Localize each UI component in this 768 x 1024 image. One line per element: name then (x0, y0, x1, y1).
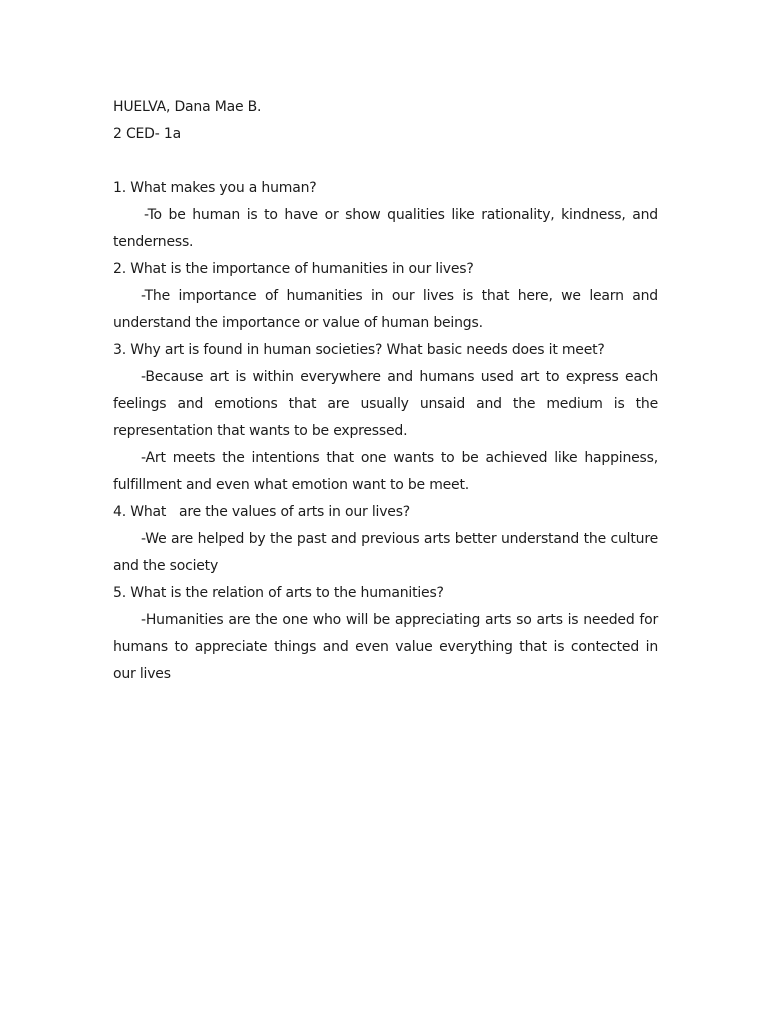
answer-4: -We are helped by the past and previous arts better understand the culture and the society (113, 531, 658, 574)
question-2: 2. What is the importance of humanities in our lives? (113, 261, 474, 277)
question-3: 3. Why art is found in human societies? What basic needs does it meet? (113, 342, 605, 358)
answer-2: -The importance of humanities in our lives is that here, we learn and understand the importance or value of human beings. (113, 288, 658, 331)
answer-1: -To be human is to have or show qualities like rationality, kindness, and tenderness. (113, 207, 658, 250)
document-page (113, 94, 658, 688)
answer-3b: -Art meets the intentions that one wants to be achieved like happiness, fulfillment and even what emotion want to be meet. (113, 450, 658, 493)
answer-5: -Humanities are the one who will be appreciating arts so arts is needed for humans to appreciate things and even value everything that is contected in our lives (113, 612, 658, 682)
spacer (113, 148, 658, 175)
answer-3a: -Because art is within everywhere and humans used art to express each feelings and emotions that are usually unsaid and the medium is the representation that wants to be expressed. (113, 369, 658, 439)
student-name: HUELVA, Dana Mae B. (113, 99, 262, 115)
question-5: 5. What is the relation of arts to the humanities? (113, 585, 444, 601)
student-section: 2 CED- 1a (113, 126, 181, 142)
question-4: 4. What are the values of arts in our lives? (113, 504, 411, 520)
question-1: 1. What makes you a human? (113, 180, 317, 196)
